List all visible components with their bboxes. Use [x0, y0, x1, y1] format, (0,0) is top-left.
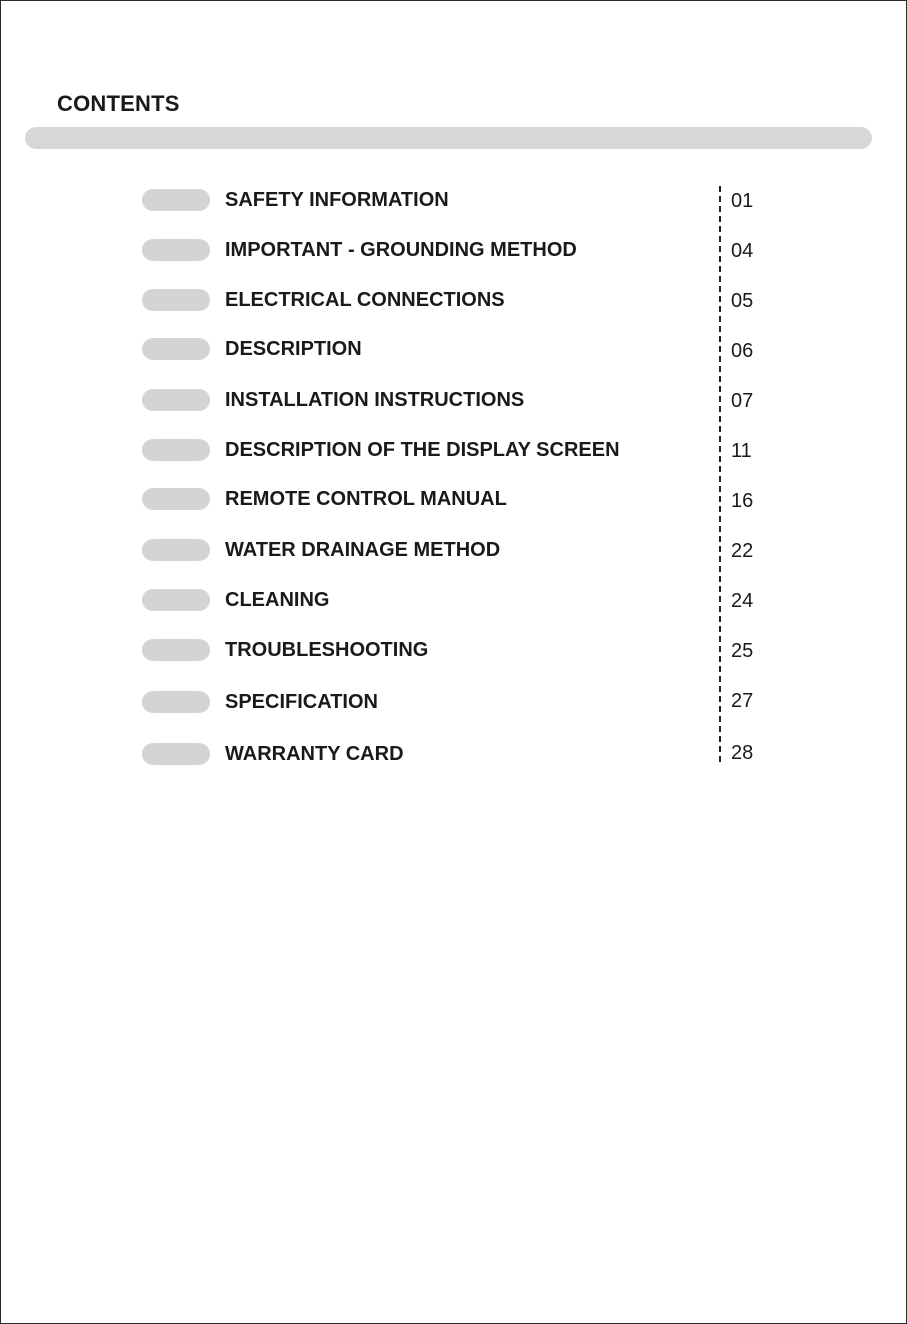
toc-bullet-pill [142, 239, 210, 261]
toc-label[interactable]: REMOTE CONTROL MANUAL [225, 488, 507, 510]
toc-page-number[interactable]: 04 [731, 240, 754, 262]
title-divider-bar [25, 127, 872, 149]
toc-label[interactable]: DESCRIPTION [225, 338, 362, 360]
toc-page-number[interactable]: 28 [731, 742, 754, 764]
toc-row[interactable] [0, 537, 907, 567]
toc-bullet-pill [142, 639, 210, 661]
toc-row[interactable] [0, 486, 907, 516]
toc-row[interactable] [0, 237, 907, 267]
toc-label[interactable]: INSTALLATION INSTRUCTIONS [225, 389, 525, 411]
toc-row[interactable] [0, 587, 907, 617]
toc-bullet-pill [142, 389, 210, 411]
toc-label[interactable]: IMPORTANT - GROUNDING METHOD [225, 239, 577, 261]
toc-page-number[interactable]: 24 [731, 590, 754, 612]
toc-bullet-pill [142, 338, 210, 360]
page-title: CONTENTS [57, 91, 180, 116]
toc-page-number[interactable]: 16 [731, 490, 754, 512]
toc-page-number[interactable]: 01 [731, 190, 754, 212]
toc-label[interactable]: CLEANING [225, 589, 330, 611]
toc-page-number[interactable]: 06 [731, 340, 754, 362]
toc-row[interactable] [0, 336, 907, 366]
toc-row[interactable] [0, 637, 907, 667]
toc-row[interactable] [0, 387, 907, 417]
toc-page-number[interactable]: 07 [731, 390, 754, 412]
toc-label[interactable]: WARRANTY CARD [225, 743, 404, 765]
toc-bullet-pill [142, 189, 210, 211]
toc-label[interactable]: SAFETY INFORMATION [225, 189, 449, 211]
toc-bullet-pill [142, 289, 210, 311]
toc-bullet-pill [142, 589, 210, 611]
toc-bullet-pill [142, 439, 210, 461]
toc-bullet-pill [142, 488, 210, 510]
toc-label[interactable]: SPECIFICATION [225, 691, 378, 713]
toc-label[interactable]: DESCRIPTION OF THE DISPLAY SCREEN [225, 439, 620, 461]
toc-page-number[interactable]: 22 [731, 540, 754, 562]
page-number-dashed-divider [719, 186, 721, 762]
toc-label[interactable]: WATER DRAINAGE METHOD [225, 539, 501, 561]
toc-row[interactable] [0, 741, 907, 771]
toc-row[interactable] [0, 689, 907, 719]
toc-page-number[interactable]: 11 [731, 440, 752, 462]
toc-bullet-pill [142, 691, 210, 713]
toc-label[interactable]: ELECTRICAL CONNECTIONS [225, 289, 505, 311]
toc-page-number[interactable]: 25 [731, 640, 754, 662]
toc-row[interactable] [0, 287, 907, 317]
toc-bullet-pill [142, 539, 210, 561]
toc-label[interactable]: TROUBLESHOOTING [225, 639, 429, 661]
toc-row[interactable] [0, 437, 907, 467]
toc-page-number[interactable]: 27 [731, 690, 754, 712]
toc-row[interactable] [0, 187, 907, 217]
toc-bullet-pill [142, 743, 210, 765]
toc-page-number[interactable]: 05 [731, 290, 754, 312]
